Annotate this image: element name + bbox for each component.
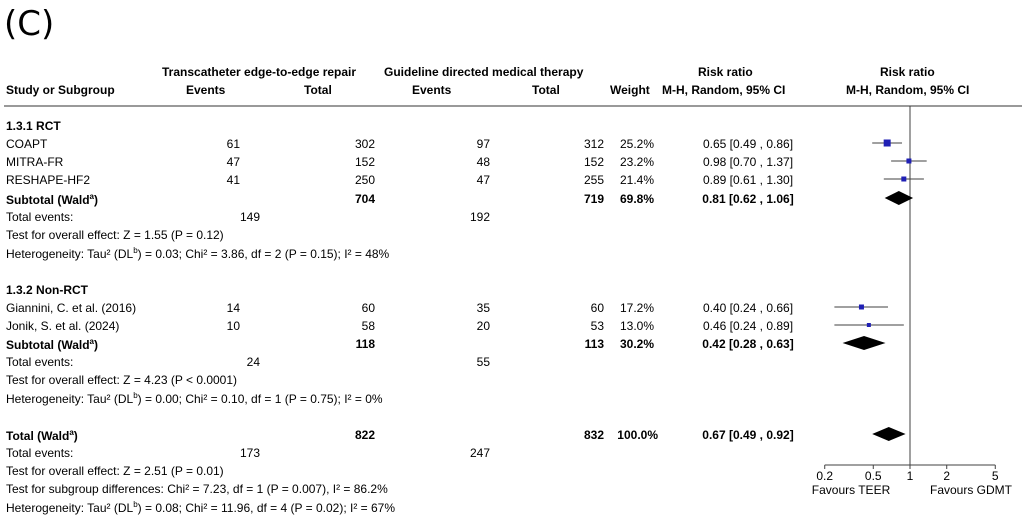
study-events1: 61 — [226, 137, 240, 151]
study-name: RESHAPE-HF2 — [6, 173, 91, 187]
study-events1: 10 — [226, 319, 240, 333]
subtotal-rr: 0.42 [0.28 , 0.63] — [702, 337, 794, 351]
favours-left-label: Favours TEER — [811, 483, 891, 497]
header-weight: Weight — [610, 83, 650, 97]
overall-effect: Test for overall effect: Z = 2.51 (P = 0.01) — [6, 464, 224, 478]
overall-effect: Test for overall effect: Z = 4.23 (P < 0.0001) — [6, 373, 238, 387]
study-weight: 21.4% — [619, 173, 654, 187]
study-total1: 60 — [361, 301, 375, 315]
total-events2: 55 — [476, 355, 490, 369]
header-total1: Total — [304, 83, 332, 97]
subtotal-weight: 30.2% — [619, 337, 654, 351]
study-events2: 97 — [476, 137, 490, 151]
subtotal-weight: 69.8% — [619, 192, 654, 206]
study-total1: 250 — [354, 173, 375, 187]
study-total2: 255 — [583, 173, 604, 187]
pooled-diamond — [885, 191, 913, 205]
study-rr: 0.46 [0.24 , 0.89] — [702, 319, 794, 333]
study-rr: 0.65 [0.49 , 0.86] — [702, 137, 794, 151]
study-total2: 312 — [583, 137, 604, 151]
study-point — [901, 177, 906, 182]
study-events1: 47 — [226, 155, 240, 169]
header-group1: Transcatheter edge-to-edge repair — [162, 65, 357, 79]
header-rr-method: M-H, Random, 95% CI — [662, 83, 786, 97]
header-events2: Events — [412, 83, 452, 97]
study-point — [859, 305, 864, 310]
header-study: Study or Subgroup — [6, 83, 115, 97]
subtotal-total1: 118 — [355, 337, 375, 351]
study-weight: 17.2% — [619, 301, 654, 315]
study-total1: 152 — [354, 155, 375, 169]
total-events1: 24 — [246, 355, 260, 369]
study-total1: 302 — [354, 137, 375, 151]
study-total2: 152 — [583, 155, 604, 169]
total-events2: 192 — [469, 210, 490, 224]
total-label: Total (Wald$^a$) — [6, 428, 78, 443]
favours-right-label: Favours GDMT — [929, 483, 1013, 497]
header-group2: Guideline directed medical therapy — [384, 65, 584, 79]
study-name: MITRA-FR — [6, 155, 64, 169]
header-rr-title: Risk ratio — [698, 65, 753, 79]
study-name: Giannini, C. et al. (2016) — [6, 301, 137, 315]
header-plot-rr-method: M-H, Random, 95% CI — [846, 83, 970, 97]
pooled-diamond — [843, 336, 886, 350]
total-events-label: Total events: — [6, 355, 74, 369]
study-events2: 47 — [476, 173, 490, 187]
total-total2: 832 — [583, 428, 604, 442]
x-tick-label: 5 — [991, 469, 999, 483]
heterogeneity: Heterogeneity: Tau² $(DL^b) = 0.03$; Chi² = 3.86, df = 2 (P = 0.15); I² = 48% — [6, 246, 390, 261]
study-events2: 35 — [476, 301, 490, 315]
study-point — [884, 140, 891, 147]
subgroup-differences: Test for subgroup differences: Chi² = 7.23, df = 1 (P = 0.007), I² = 86.2% — [6, 482, 388, 496]
x-tick-label: 2 — [943, 469, 951, 483]
study-weight: 23.2% — [619, 155, 654, 169]
study-name: COAPT — [6, 137, 48, 151]
total-events2: 247 — [469, 446, 490, 460]
study-total1: 58 — [361, 319, 375, 333]
study-events2: 48 — [476, 155, 490, 169]
panel-label: (C) — [4, 4, 55, 44]
study-total2: 60 — [590, 301, 604, 315]
study-point — [906, 159, 911, 164]
header-plot-rr-title: Risk ratio — [880, 65, 935, 79]
total-events1: 149 — [239, 210, 260, 224]
total-total1: 822 — [354, 428, 375, 442]
x-tick-label: 0.5 — [864, 469, 882, 483]
heterogeneity: Heterogeneity: Tau² $(DL^b) = 0.00$; Chi² = 0.10, df = 1 (P = 0.75); I² = 0% — [6, 391, 383, 406]
study-events2: 20 — [476, 319, 490, 333]
subtotal-total2: 719 — [583, 192, 604, 206]
overall-effect: Test for overall effect: Z = 1.55 (P = 0.12) — [6, 228, 224, 242]
subgroup-title: 1.3.2 Non-RCT — [6, 283, 89, 297]
header-events1: Events — [186, 83, 226, 97]
subtotal-label: Subtotal (Wald$^a$) — [6, 337, 98, 352]
subtotal-rr: 0.81 [0.62 , 1.06] — [702, 192, 794, 206]
subtotal-label: Subtotal (Wald$^a$) — [6, 192, 98, 207]
subtotal-total1: 704 — [354, 192, 375, 206]
heterogeneity: Heterogeneity: Tau² $(DL^b) = 0.08$; Chi² = 11.96, df = 4 (P = 0.02); I² = 67% — [6, 500, 396, 515]
subtotal-total2: 113 — [584, 337, 604, 351]
total-events-label: Total events: — [6, 210, 74, 224]
study-weight: 25.2% — [619, 137, 654, 151]
total-rr: 0.67 [0.49 , 0.92] — [702, 428, 794, 442]
study-point — [867, 323, 871, 327]
study-total2: 53 — [590, 319, 604, 333]
header-total2: Total — [532, 83, 560, 97]
x-tick-label: 0.2 — [816, 469, 834, 483]
x-tick-label: 1 — [906, 469, 914, 483]
study-rr: 0.89 [0.61 , 1.30] — [702, 173, 794, 187]
study-events1: 41 — [226, 173, 240, 187]
study-events1: 14 — [226, 301, 240, 315]
study-rr: 0.40 [0.24 , 0.66] — [702, 301, 794, 315]
total-weight: 100.0% — [617, 428, 658, 442]
total-events1: 173 — [239, 446, 260, 460]
total-events-label: Total events: — [6, 446, 74, 460]
study-name: Jonik, S. et al. (2024) — [6, 319, 120, 333]
study-weight: 13.0% — [619, 319, 654, 333]
pooled-diamond — [872, 427, 905, 441]
subgroup-title: 1.3.1 RCT — [6, 119, 61, 133]
study-rr: 0.98 [0.70 , 1.37] — [702, 155, 794, 169]
